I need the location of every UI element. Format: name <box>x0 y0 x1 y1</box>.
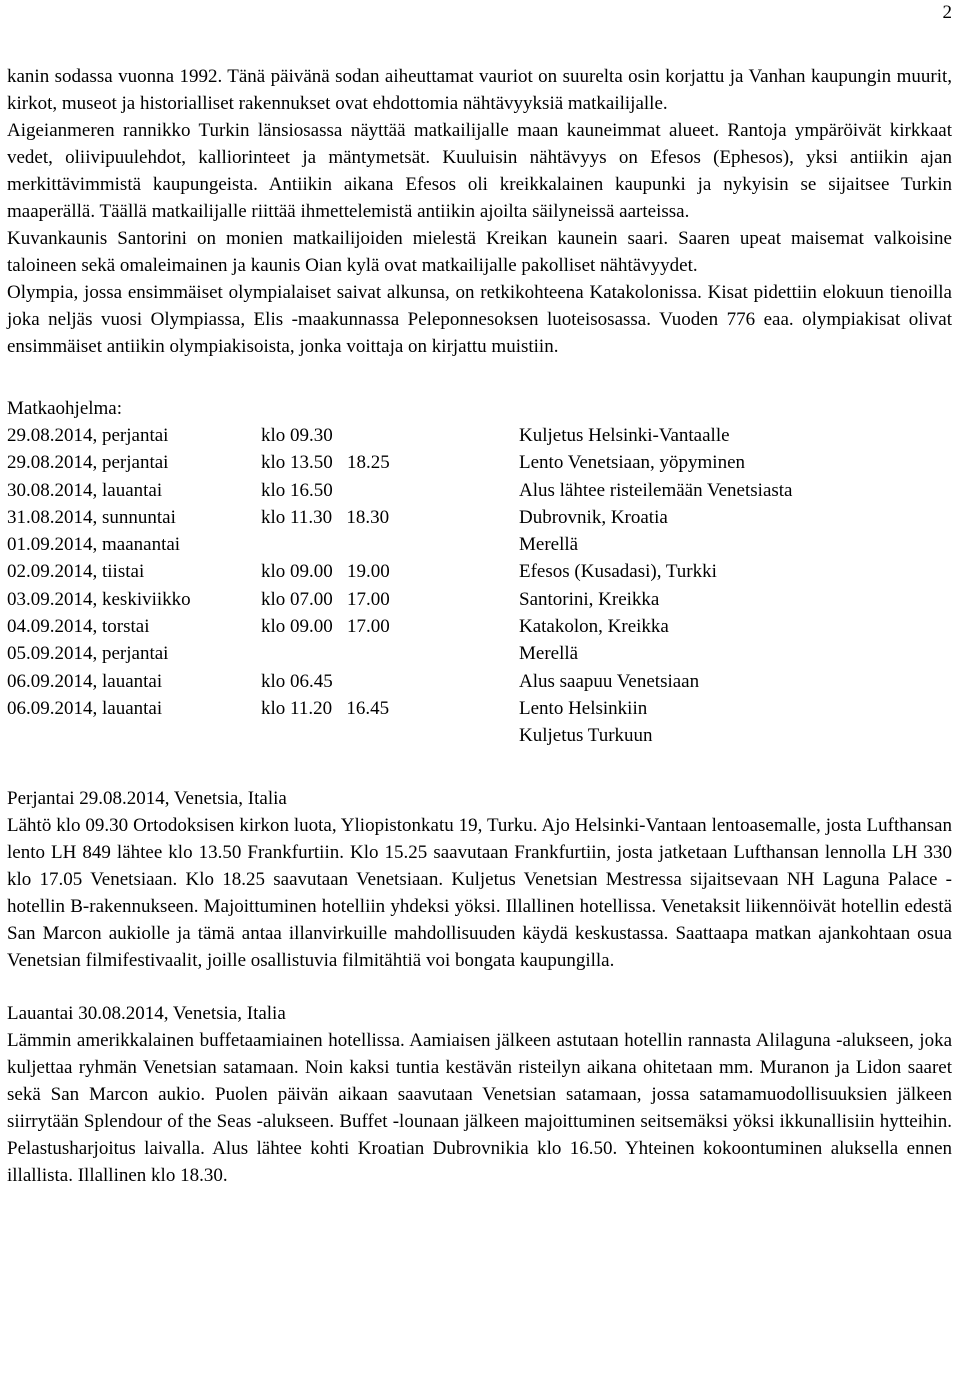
schedule-row <box>7 586 792 613</box>
document-body <box>7 63 952 1189</box>
schedule-date: 02.09.2014, tiistai <box>7 561 145 583</box>
schedule-row <box>7 668 792 695</box>
schedule-row <box>7 640 792 667</box>
day1-heading: Perjantai 29.08.2014, Venetsia, Italia <box>7 787 287 809</box>
schedule-time: klo 09.00 17.00 <box>261 616 390 638</box>
schedule-time: klo 13.50 18.25 <box>261 452 390 474</box>
schedule-row <box>7 531 792 558</box>
schedule-row <box>7 722 792 749</box>
schedule-description: Katakolon, Kreikka <box>519 616 669 638</box>
schedule-time: klo 11.30 18.30 <box>261 506 390 528</box>
schedule-date <box>7 722 261 749</box>
schedule-time: klo 09.30 <box>261 425 333 446</box>
day1-text: Lähtö klo 09.30 Ortodoksisen kirkon luota, Yliopistonkatu 19, Turku. Ajo Helsinki-Vantaan lentoasemalle, josta Lufthansan lento LH 849 lähtee klo 13.50 Frankfurtiin. Klo 15.25 saavutaan Frankfurtiin, josta jatketaan Lufthansan lennolla LH 330 klo 17.05 Venetsiaan. Klo 18.25 saavutaan Venetsiaan. Kuljetus Venetsian Mestressa sijaitsevaan NH Laguna Palace -hotellin B-rakennukseen. Majoittuminen hotelliin yhdeksi yöksi. Illallinen hotellissa. Venetaksit liikennöivät hotellin edestä San Marcon aukiolle ja tämä antaa illanvirkuille mahdollisuuden käydä keskustassa. Saattaapa matkan ajankohtaan osua Venetsian filmifestivaalit, joille osallistuvia filmitähtiä voi bongata kaupungilla. <box>7 814 952 971</box>
schedule-date: 30.08.2014, lauantai <box>7 479 163 501</box>
schedule-row <box>7 613 792 640</box>
schedule-time: klo 09.00 19.00 <box>261 561 390 583</box>
schedule-row <box>7 449 792 476</box>
schedule-row <box>7 558 792 585</box>
schedule-date: 01.09.2014, maanantai <box>7 534 181 556</box>
day2-text: Lämmin amerikkalainen buffetaamiainen hotellissa. Aamiaisen jälkeen astutaan hotellin rannasta Alilaguna -alukseen, joka kuljettaa ryhmän Venetsian satamaan. Noin kaksi tuntia kestävän risteilyn aikana ohitetaan mm. Muranon ja Lidon saaret sekä San Marcon aukio. Puolen päivän aikaan saavutaan Venetsian satamaan, jossa satamamuodollisuuksien jälkeen siirrytään Splendour of the Seas -alukseen. Buffet -lounaan jälkeen majoittuminen seitsemäksi yöksi ikkunallisiin hytteihin. Pelastusharjoitus laivalla. Alus lähtee kohti Kroatian Dubrovnikia klo 16.50. Yhteinen kokoontuminen aluksella ennen illallista. Illallinen klo 18.30. <box>7 1029 952 1186</box>
schedule-table <box>7 422 792 750</box>
day2-heading: Lauantai 30.08.2014, Venetsia, Italia <box>7 1002 286 1024</box>
schedule-time: klo 07.00 17.00 <box>261 588 390 610</box>
schedule-date: 29.08.2014, perjantai <box>7 452 169 474</box>
schedule-date: 03.09.2014, keskiviikko <box>7 588 191 610</box>
schedule-date: 05.09.2014, perjantai <box>7 643 169 665</box>
schedule-row <box>7 504 792 531</box>
page-number: 2 <box>942 2 952 23</box>
schedule-description: Santorini, Kreikka <box>519 588 660 610</box>
schedule-description: Kuljetus Helsinki-Vantaalle <box>519 425 730 446</box>
intro-paragraph-1: kanin sodassa vuonna 1992. Tänä päivänä sodan aiheuttamat vauriot on suurelta osin korjattu ja Vanhan kaupungin muurit, kirkot, museot ja historialliset rakennukset ovat ehdottomia nähtävyyksiä matkailijalle. <box>7 66 952 114</box>
schedule-time: klo 11.20 16.45 <box>261 697 390 719</box>
schedule-description: Lento Venetsiaan, yöpyminen <box>519 452 746 474</box>
schedule-date: 04.09.2014, torstai <box>7 616 150 638</box>
schedule-time: klo 16.50 <box>261 479 333 501</box>
schedule-date: 29.08.2014, perjantai <box>7 425 169 446</box>
schedule-time: klo 06.45 <box>261 670 333 692</box>
schedule-date: 06.09.2014, lauantai <box>7 670 163 692</box>
schedule-time <box>261 531 519 558</box>
schedule-row <box>7 695 792 722</box>
schedule-description: Lento Helsinkiin <box>519 697 648 719</box>
schedule-description: Alus lähtee risteilemään Venetsiasta <box>519 479 793 501</box>
intro-paragraph-3: Kuvankaunis Santorini on monien matkailijoiden mielestä Kreikan kaunein saari. Saaren upeat maisemat valkoisine taloineen sekä omaleimainen ja kaunis Oian kylä ovat matkailijalle pakolliset nähtävyydet. <box>7 228 952 276</box>
schedule-description: Dubrovnik, Kroatia <box>519 506 668 528</box>
intro-paragraph-2: Aigeianmeren rannikko Turkin länsiosassa näyttää matkailijalle maan kauneimmat alueet. Rantoja ympäröivät kirkkaat vedet, oliivipuulehdot, kalliorinteet ja mäntymetsät. Kuuluisin nähtävyys on Efesos (Ephesos), yksi antiikin ajan merkittävimmistä kaupungeista. Antiikin aikana Efesos oli kreikkalainen kaupunki ja nykyisin se sijaitsee Turkin maaperällä. Täällä matkailijalle riittää ihmettelemistä antiikin ajoilta säilyneissä aarteissa. <box>7 120 952 222</box>
schedule-row <box>7 477 792 504</box>
schedule-date: 31.08.2014, sunnuntai <box>7 506 176 528</box>
schedule-description: Efesos (Kusadasi), Turkki <box>519 561 717 583</box>
intro-paragraph-4: Olympia, jossa ensimmäiset olympialaiset saivat alkunsa, on retkikohteena Katakolonissa. Kisat pidettiin elokuun tienoilla joka neljäs vuosi Olympiassa, Elis -maakunnassa Peleponnesoksen luoteisosassa. Vuoden 776 eaa. olympiakisat olivat ensimmäiset antiikin olympiakisoista, jonka voittaja on kirjattu muistiin. <box>7 282 952 357</box>
schedule-description: Merellä <box>519 534 579 556</box>
schedule-description: Alus saapuu Venetsiaan <box>519 670 700 692</box>
schedule-time <box>261 722 519 749</box>
schedule-row <box>7 422 792 449</box>
schedule-date: 06.09.2014, lauantai <box>7 697 163 719</box>
schedule-title: Matkaohjelma: <box>7 398 123 419</box>
schedule-time <box>261 640 519 667</box>
schedule-description: Merellä <box>519 643 579 665</box>
schedule-description: Kuljetus Turkuun <box>519 725 653 747</box>
